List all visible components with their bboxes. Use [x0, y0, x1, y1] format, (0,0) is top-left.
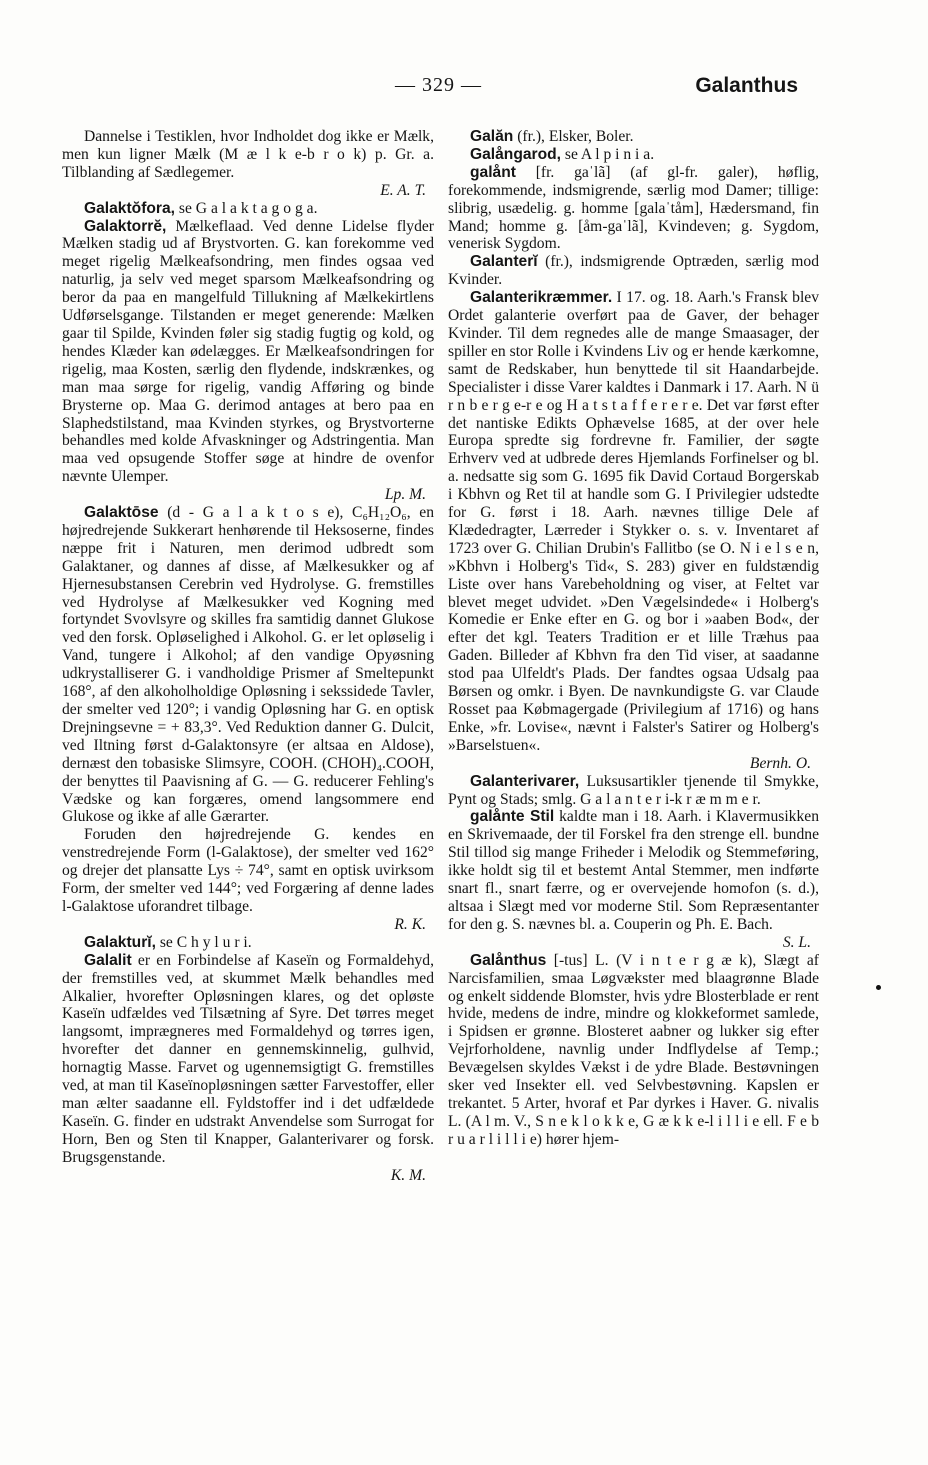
headword: galånt [470, 163, 516, 181]
entry-text: se A l p i n i a. [560, 145, 655, 163]
entry-text: Luksusartikler tjenende til Smykke, Pynt og Stads; smlg. G a l a n t e r i-k r æ m m e r. [448, 772, 819, 808]
author-signature: E. A. T. [380, 181, 426, 199]
entry-text: se C h y l u r i. [155, 933, 252, 951]
headword: Galanterĭ [470, 253, 538, 271]
entry-text: Foruden den højredrejende G. kendes en venstredrejende Form (l-Galaktose), der smelter ved 162° og drejer det plansatte Lys ÷ 74°, samt en optisk uvirksom Form, der smelter ved 144°; ved Forgæring af denne lades l-Galaktose uforandret tilbage. [62, 826, 434, 915]
headword: galånte Stil [470, 808, 555, 826]
entry-text: [-tus] L. (V i n t e r g æ k), Slægt af Narcisfamilien, smaa Løgvækster med blaagrønne Blade og enkelt siddende Blomster, hvis ydre Blosterblade er rent hvide, medens de indre, mindre og klokkeformet samlede, i Spidsen er grønne. Blosteret aabner og lukker sig efter Vejrforholdene, navnlig under Indflydelse af Temp.; Bevægelsen skyldes Vækst i de ydre Blade. Bestøvningen sker ved Insekter ell. ved Selvbestøvning. Kapslen er trekantet. 5 Arter, hvoraf et Par dyrkes i Haver. G. nivalis L. (A l m. V., S n e k l o k k e, G æ k k e-l i l l i e ell. F e b r u a r l i l l i e) hører hjem- [448, 951, 819, 1148]
author-signature: Lp. M. [384, 486, 426, 504]
headword: Galanterikræmmer. [470, 289, 613, 307]
right-column [448, 128, 819, 1149]
entry [448, 253, 819, 289]
headword: Galakturĭ, [84, 933, 156, 951]
page-number: — 329 — [395, 74, 482, 96]
headword: Galalit [84, 951, 132, 969]
entry [448, 164, 819, 254]
entry [62, 826, 434, 933]
entry [62, 128, 434, 200]
entry [448, 808, 819, 951]
entry [62, 504, 434, 826]
entry [448, 146, 819, 164]
entry [62, 218, 434, 505]
entry-text: Mælkeflaad. Ved denne Lidelse flyder Mælken stadig ud af Brystvorten. G. kan forekomme ved meget rigelig Mælkeafsondring, men findes ogsaa ved naturlig, ja selv ved meget sparsom Mælkeafsondring og beror da paa en mangelfuld Tillukning af Mælkekirtlens Udførselsgange. Tilstanden er meget generende: Mælken gaar til Spilde, Kvinden føler sig stadig fugtig og kold, og hendes Klæder kan ødelægges. Er Mælkeafsondringen for rigelig, maa Kosten, særlig den flydende, indskrænkes, og man maa sørge for rigelig, vandig Afføring og binde Brysterne op. Maa G. derimod antages at bero paa en Slaphedstilstand, maa Kvinden styrkes, og Brystvorterne behandles med kolde Afvaskninger og Adstringentia. Man maa ved opsugende Stoffer søge at hindre de ovenfor nævnte Ulemper. [62, 217, 434, 486]
scan-speck [876, 985, 881, 990]
headword: Galaktorrĕ, [84, 217, 167, 235]
entry [448, 289, 819, 772]
author-signature: K. M. [390, 1166, 426, 1184]
entry-text: Dannelse i Testiklen, hvor Indholdet dog ikke er Mælk, men kun ligner Mælk (M æ l k e-b r o k) p. Gr. a. Tilblanding af Sædlegemer. [62, 128, 434, 181]
author-signature: S. L. [782, 933, 811, 951]
entry-text: (fr.), Elsker, Boler. [513, 128, 634, 145]
entry-text: I 17. og. 18. Aarh.'s Fransk blev Ordet galanterie overført paa de Gaver, der behager Kvinder. Til dem regnedes alle de mange Smaasager, der spiller en stor Rolle i Kvindens Liv og er hende kærkomne, samt de Redskaber, hun benyttede til sit Haandarbejde. Specialister i disse Varer kaldtes i Danmark i 17. Aarh. N ü r n b e r g e-r e og H a t s t a f f e r e r e. Det var først efter det nantiske Edikts Ophævelse 1685, at der over hele Europa spredte sig fordrevne fr. Familier, der søgte Erhverv ved at udbrede deres Hjemlands Forfinelser og bl. a. nedsatte sig som G. 1695 fik David Cortaud Borgerskab i Kbhvn og Ret til at handle som G. I Privilegier udstedte for G. først i 18. Aarh. nævnes tillige Dele af Klædedragter, Lærreder i Stykker o. s. v. Inventaret af 1723 over G. Chilian Drubin's Fallitbo (se O. N i e l s e n, »Kbhvn i Holberg's Tid«, S. 283) giver en fuldstændig Liste over hans Varebeholdning og viser, at Feltet var blevet meget udvidet. »Den Vægelsindede« i Holberg's Komedie er Enke efter en G. og bor i »aaben Bod«, der efter det kgl. Teaters Tradition er et lille Træhus paa Gaden. Billeder af Kbhvn fra den Tid viser, at saadanne stod paa Ulfeldt's Plads. Der fandtes ogsaa Udsalg paa Børsen og omkr. i Byen. De navnkundigste G. var Claude Rosset paa Købmagergade (Privilegium af 1716) og hans Enke, »fr. Lovise«, nævnt i Falster's Satirer og Holberg's »Barselstuen«. [448, 289, 819, 754]
entry [448, 952, 819, 1149]
headword: Galăn [470, 128, 514, 145]
left-column [62, 128, 434, 1184]
entry [62, 934, 434, 952]
entry-text: kaldte man i 18. Aarh. i Klavermusikken en Skrivemaade, der til Forskel fra den strenge ell. bundne Stil tillod sig mange Friheder i Melodik og Stemmeføring, ikke holdt sig til et bestemt Antal Stemmer, men indførte snart fl., snart færre, og er overvejende homofon (s. d.), altsaa i Slægt med vor moderne Stil. Som Repræsentanter for den g. S. nævnes bl. a. Couperin og Ph. E. Bach. [448, 808, 819, 933]
entry [448, 773, 819, 809]
headword: Galanterivarer, [470, 772, 580, 790]
running-head: Galanthus [695, 74, 798, 97]
entry-text: [fr. gaˈlã] (af gl-fr. galer), høflig, forekommende, indsmigrende, særlig mod Damer; tillige: slibrig, usædelig. g. homme [galaˈtåm], Hædersmand, fin Mand; homme g. [åm-gaˈlã], Kvindeven; g. Sygdom, venerisk Sygdom. [448, 163, 819, 253]
headword: Galångarod, [470, 145, 561, 163]
entry [62, 200, 434, 218]
headword: Galaktōse [84, 504, 159, 522]
headword: Galånthus [470, 951, 547, 969]
entry [448, 128, 819, 146]
entry-text: (d - G a l a k t o s e), C₆H₁₂O₆, en højredrejende Sukkerart henhørende til Heksoserne, findes næppe frit i Naturen, men derimod udbredt som Galaktaner, og dannes af disse, af Mælkesukker og af Hjernesubstansen Cerebrin ved Hydrolyse. G. fremstilles ved Hydrolyse af Mælkesukker ved Kogning med fortyndet Svovlsyre og skilles fra samtidig dannet Glukose ved den forsk. Opløselighed i Alkohol. G. er let opløselig i Vand, tungere i Alkohol; af den vandige Opyøsning udkrystalliserer G. i vandholdige Prismer af Smeltepunkt 168°, af den alkoholholdige Opløsning i sekssidede Tavler, der smelter ved 120°; i vandig Opløsning har G. en optisk Drejningsevne = + 83,3°. Ved Reduktion danner G. Dulcit, ved Iltning først d-Galaktonsyre (er altsaa en Aldose), dernæst den tobasiske Slimsyre, COOH. (CHOH)₄.COOH, der benyttes til Paavisning af G. — G. reducerer Fehling's Vædske og kan forgæres, omend langsommere end Glukose og ikke af alle Gærarter. [62, 504, 434, 826]
author-signature: R. K. [394, 915, 426, 933]
headword: Galaktŏfora, [84, 199, 175, 217]
author-signature: Bernh. O. [749, 754, 811, 772]
entry-text: (fr.), indsmigrende Optræden, særlig mod Kvinder. [448, 253, 819, 289]
entry [62, 952, 434, 1185]
entry-text: er en Forbindelse af Kaseïn og Formaldehyd, der fremstilles ved, at skummet Mælk behandles med Alkalier, hvorefter Opløsningen klares, og det opløste Kaseïn udfældes ved Tilsætning af Syre. Det tørres meget langsomt, imprægneres med Formaldehyd og tørres igen, hvorefter det danner en gennemskinnelig, gulhvid, hornagtig Masse. Farvet og ugennemsigtigt G. fremstilles ved, at man til Kaseïnopløsningen sætter Farvestoffer, eller man ælter saadanne ell. Fyldstoffer ind i det udfældede Kaseïn. G. finder en udstrakt Anvendelse som Surrogat for Horn, Ben og Sten til Knapper, Galanterivarer og forsk. Brugsgenstande. [62, 951, 434, 1166]
entry-text: se G a l a k t a g o g a. [175, 199, 318, 217]
